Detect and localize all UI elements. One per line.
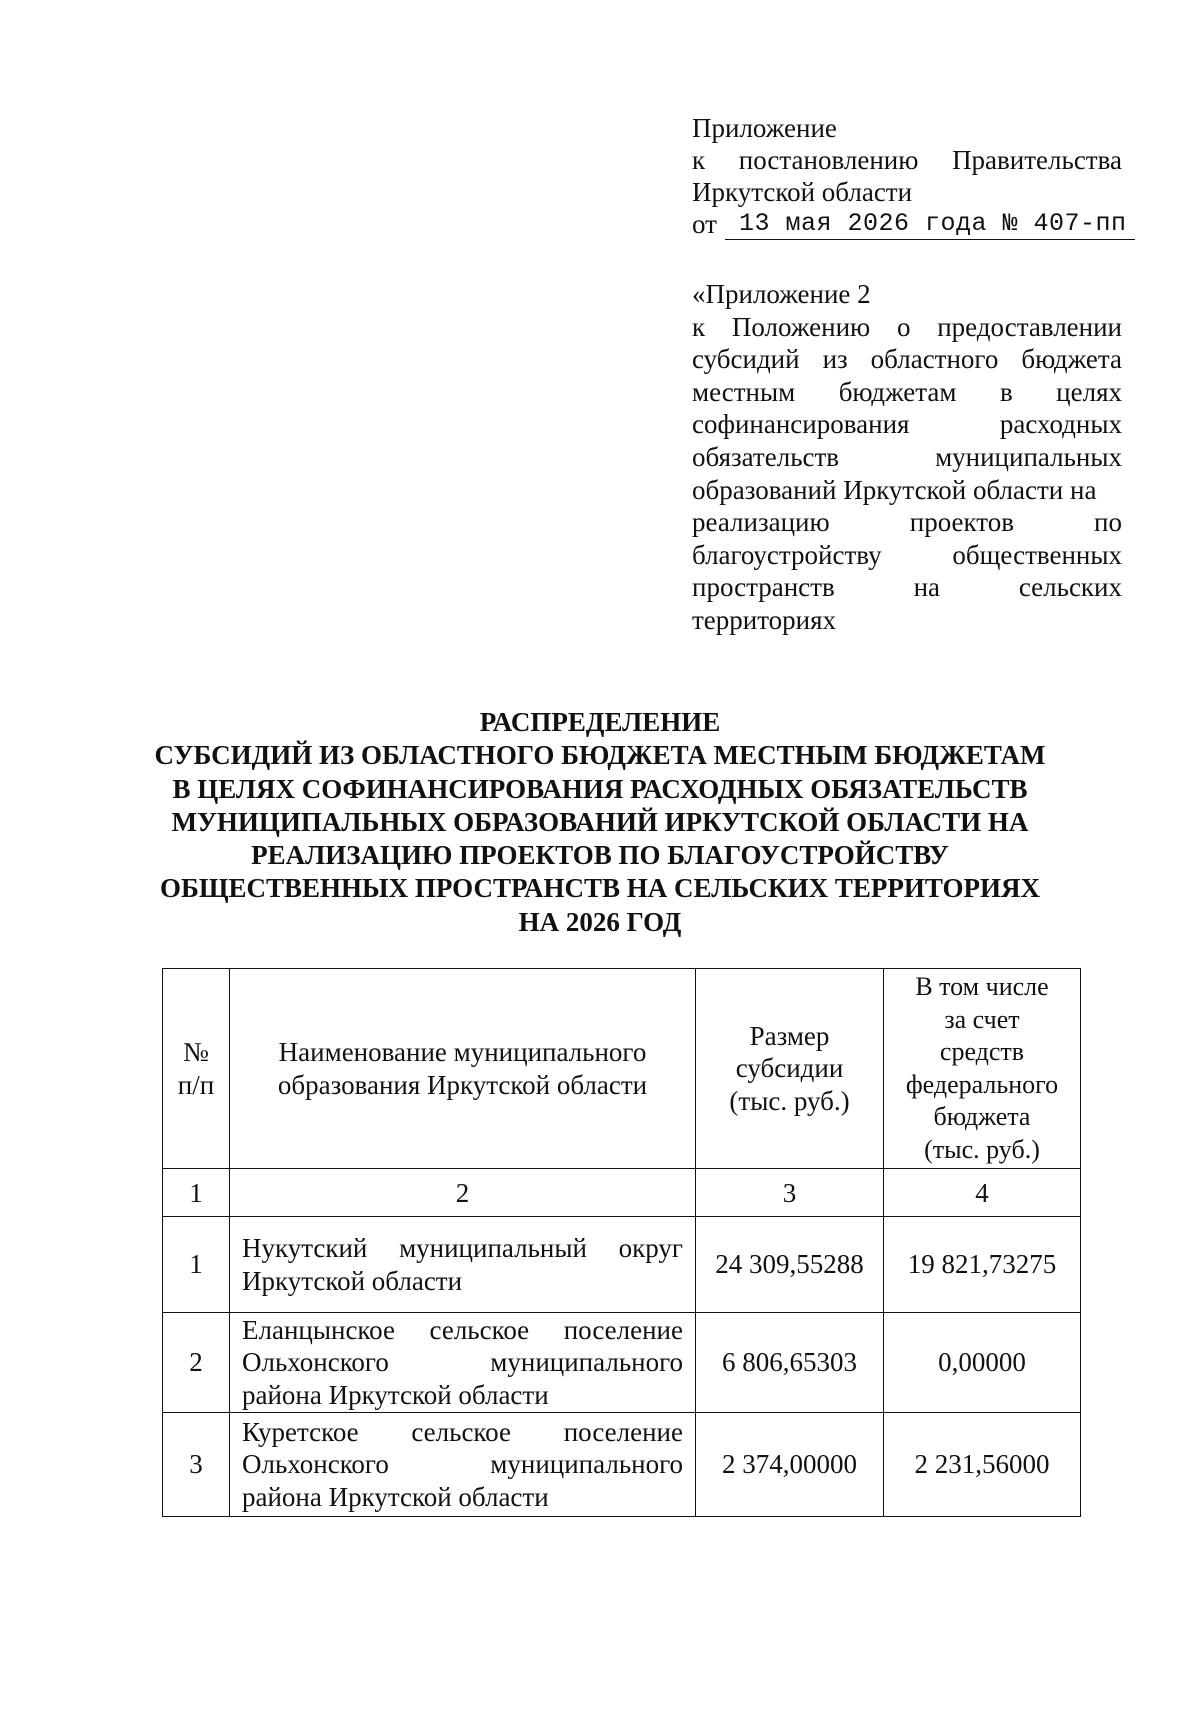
header-text: средств — [939, 1037, 1025, 1066]
table-header-row — [163, 969, 1081, 1169]
word: благоустройству — [692, 539, 882, 570]
municipality-name — [230, 1313, 696, 1413]
word: Положению — [731, 311, 871, 342]
word: Ольхонского — [242, 1449, 389, 1480]
column-number: 1 — [163, 1169, 230, 1217]
title-line: РЕАЛИЗАЦИЮ ПРОЕКТОВ ПО БЛАГОУСТРОЙСТВУ — [251, 840, 949, 871]
word: Правительства — [952, 145, 1122, 175]
word: сельское — [411, 1416, 511, 1447]
distribution-table — [162, 968, 1081, 1517]
regulation-line-4 — [692, 376, 1122, 409]
title-line: ОБЩЕСТВЕННЫХ ПРОСТРАНСТВ НА СЕЛЬСКИХ ТЕРРИТОРИЯХ — [160, 873, 1040, 904]
header-text: бюджета — [933, 1102, 1031, 1131]
word: поселение — [563, 1416, 683, 1447]
row-number: 2 — [163, 1313, 230, 1413]
word: постановлению — [738, 145, 919, 175]
word: в — [999, 376, 1013, 407]
header-federal-share — [884, 969, 1081, 1169]
header-text: федерального — [905, 1069, 1059, 1099]
word: муниципального — [490, 1347, 683, 1378]
row-number: 3 — [163, 1413, 230, 1517]
header-text: субсидии — [735, 1053, 844, 1084]
header-text: Наименование муниципального — [278, 1037, 647, 1067]
name-line: Иркутской области — [242, 1265, 463, 1296]
word: субсидий — [692, 344, 800, 375]
table-row — [163, 1413, 1081, 1517]
subsidy-amount: 6 806,65303 — [696, 1313, 884, 1413]
word: Нукутский — [242, 1233, 368, 1263]
word: муниципального — [490, 1449, 683, 1480]
federal-amount: 2 231,56000 — [884, 1413, 1081, 1517]
word: пространств — [692, 572, 835, 603]
municipality-name — [230, 1413, 696, 1517]
word: предоставлении — [937, 311, 1122, 342]
column-number: 3 — [696, 1169, 884, 1217]
word: софинансирования — [692, 409, 910, 440]
distribution-table-wrap — [162, 968, 1080, 1517]
table-row — [163, 1313, 1081, 1413]
federal-amount: 0,00000 — [884, 1313, 1081, 1413]
appendix-label: Приложение — [692, 113, 837, 143]
word: к — [692, 311, 706, 342]
row-number: 1 — [163, 1217, 230, 1313]
regulation-line-8 — [692, 506, 1122, 539]
resolution-date-number: 13 мая 2026 года № 407-пп — [725, 209, 1135, 240]
word: Куретское — [242, 1416, 359, 1447]
column-number: 2 — [230, 1169, 696, 1217]
regulation-line-6 — [692, 441, 1122, 474]
subsidy-amount: 24 309,55288 — [696, 1217, 884, 1313]
title-line: МУНИЦИПАЛЬНЫХ ОБРАЗОВАНИЙ ИРКУТСКОЙ ОБЛАСТИ НА — [171, 806, 1029, 837]
name-line — [242, 1314, 683, 1347]
document-title — [100, 706, 1100, 939]
resolution-date-line — [692, 208, 1127, 240]
municipality-name — [230, 1217, 696, 1313]
header-text: образования Иркутской области — [277, 1069, 648, 1100]
name-line: района Иркутской области — [242, 1481, 549, 1512]
word: Ольхонского — [242, 1347, 389, 1378]
header-text: за счет — [944, 1004, 1020, 1034]
word: проектов — [909, 507, 1014, 538]
word: реализацию — [692, 507, 830, 538]
name-line — [242, 1346, 683, 1379]
resolution-appendix-block — [692, 112, 1127, 240]
word: муниципальных — [935, 441, 1122, 472]
title-line: В ЦЕЛЯХ СОФИНАНСИРОВАНИЯ РАСХОДНЫХ ОБЯЗАТЕЛЬСТВ — [172, 773, 1028, 804]
regulation-appendix-label: «Приложение 2 — [692, 279, 871, 309]
title-line: НА 2026 ГОД — [518, 906, 682, 937]
resolution-line — [692, 144, 1122, 176]
word: бюджета — [1021, 344, 1122, 375]
word: муниципальный — [399, 1233, 587, 1263]
name-line — [242, 1448, 683, 1481]
word: из — [822, 344, 848, 375]
federal-amount: 19 821,73275 — [884, 1217, 1081, 1313]
subsidy-amount: 2 374,00000 — [696, 1413, 884, 1517]
word: общественных — [952, 539, 1122, 570]
word: о — [896, 311, 911, 342]
column-number: 4 — [884, 1169, 1081, 1217]
header-text: Размер — [749, 1020, 830, 1051]
word: сельских — [1018, 572, 1122, 603]
word: поселение — [563, 1314, 683, 1345]
regulation-line-5 — [692, 408, 1122, 441]
name-line — [242, 1232, 683, 1265]
word: Еланцынское — [242, 1314, 395, 1345]
name-line — [242, 1416, 683, 1449]
word: сельское — [429, 1314, 530, 1345]
header-text: В том числе — [915, 972, 1049, 1001]
regulation-line-7: образований Иркутской области на — [692, 474, 1097, 505]
word: бюджетам — [838, 376, 957, 407]
title-line: РАСПРЕДЕЛЕНИЕ — [479, 707, 721, 737]
title-line: СУБСИДИЙ ИЗ ОБЛАСТНОГО БЮДЖЕТА МЕСТНЫМ БЮДЖЕТАМ — [154, 740, 1046, 771]
word: расходных — [999, 409, 1122, 440]
table-row — [163, 1217, 1081, 1313]
word: целях — [1056, 376, 1122, 407]
header-text: п/п — [177, 1069, 215, 1100]
regulation-line-10 — [692, 571, 1122, 604]
header-municipality-name — [230, 969, 696, 1169]
regulation-line-2 — [692, 311, 1122, 344]
word: обязательств — [692, 441, 840, 472]
header-text: (тыс. руб.) — [924, 1134, 1040, 1164]
header-text: № — [183, 1037, 209, 1067]
date-prefix: от — [692, 209, 717, 239]
name-line: района Иркутской области — [242, 1379, 549, 1410]
column-number-row — [163, 1169, 1081, 1217]
regulation-line-11: территориях — [692, 604, 837, 635]
header-text: (тыс. руб.) — [729, 1085, 850, 1116]
regulation-line-9 — [692, 539, 1122, 572]
regulation-line-3 — [692, 343, 1122, 376]
word: областного — [870, 344, 999, 375]
word: округ — [618, 1233, 683, 1263]
word: местным — [692, 376, 796, 407]
header-number — [163, 969, 230, 1169]
regulation-appendix-block — [692, 278, 1122, 637]
header-subsidy-amount — [696, 969, 884, 1169]
region-line: Иркутской области — [692, 177, 913, 207]
word: по — [1094, 507, 1122, 538]
word: на — [913, 572, 940, 603]
word: к — [692, 145, 706, 175]
